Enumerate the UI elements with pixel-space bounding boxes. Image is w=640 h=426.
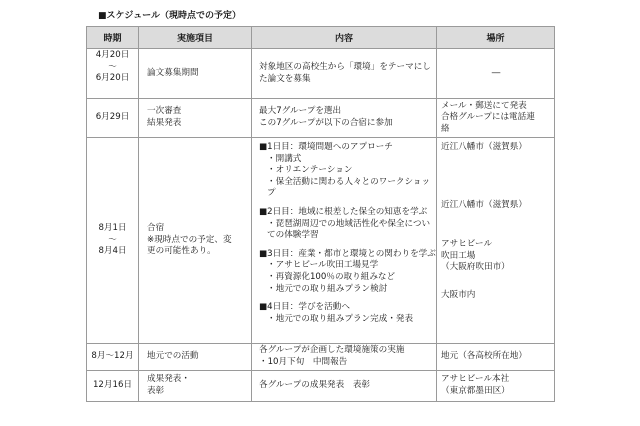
table-row: [87, 371, 555, 402]
item-line: 論文募集期間: [147, 67, 199, 78]
content-line: 対象地区の高校生から「環境」をテーマにし: [259, 61, 431, 72]
item-cell: [139, 344, 252, 371]
header-period: 時期: [87, 27, 139, 49]
period-cell: [87, 344, 139, 371]
period-line: 6月20日: [95, 73, 130, 84]
place-cell: [437, 99, 555, 138]
day-bullet: ・琵琶湖周辺での地域活性化や保全につい: [267, 218, 431, 229]
place-line: 地元（各高校所在地）: [441, 351, 527, 362]
item-line: 地元での活動: [147, 351, 199, 362]
place-line: 近江八幡市（滋賀県）: [441, 142, 527, 152]
place-line: アサヒビール: [441, 239, 493, 250]
content-line: 最大7グループを選出: [259, 106, 342, 117]
table-row: [87, 49, 555, 99]
item-line: 表彰: [147, 386, 165, 396]
place-line: 吹田工場: [441, 250, 476, 261]
header-content: 内容: [252, 27, 437, 49]
item-line: ※現時点での予定、変: [147, 234, 232, 245]
content-line: ・10月下旬 中間報告: [259, 357, 348, 367]
place-line: ―: [491, 67, 501, 78]
period-cell: [87, 371, 139, 402]
item-line: 一次審査: [147, 106, 182, 117]
place-line: 近江八幡市（滋賀県）: [441, 199, 527, 210]
item-cell: [139, 371, 252, 402]
content-cell: [252, 99, 437, 138]
content-line: た論文を募集: [259, 73, 311, 84]
schedule-table: [86, 26, 555, 402]
day-bullet: ・地元での取り組みプラン検討: [267, 283, 388, 294]
item-line: 成果発表・: [147, 374, 190, 385]
day-bullet: ・再資源化100％の取り組みなど: [267, 271, 396, 282]
place-line: （東京都墨田区）: [441, 386, 510, 396]
period-line: 8月4日: [98, 246, 127, 257]
day-title: ■1日目：環境問題へのアプローチ: [259, 142, 393, 152]
header-item: 実施項目: [139, 27, 252, 49]
day-bullet: ・保全活動に関わる人々とのワークショッ: [267, 176, 431, 187]
table-row: [87, 344, 555, 371]
item-line: 更の可能性あり。: [147, 246, 216, 257]
item-cell: [139, 138, 252, 344]
period-line: 8月1日: [98, 223, 127, 234]
item-cell: [139, 99, 252, 138]
day-bullet: プ: [267, 188, 276, 199]
content-line: 各グループの成果発表 表彰: [259, 380, 371, 391]
item-cell: [139, 49, 252, 99]
period-line: ～: [108, 61, 117, 72]
day-bullet: ・開講式: [267, 153, 302, 164]
content-cell: [252, 371, 437, 402]
table-row: [87, 99, 555, 138]
day-bullet: ・アサヒビール吹田工場見学: [267, 260, 379, 271]
place-line: 合格グループには電話連: [441, 112, 535, 123]
day-bullet: ての体験学習: [267, 230, 319, 241]
content-cell: [252, 344, 437, 371]
table-row: [87, 138, 555, 344]
period-cell: [87, 99, 139, 138]
period-line: 6月29日: [95, 112, 130, 123]
item-line: 合宿: [147, 223, 165, 234]
period-line: ～: [108, 234, 117, 245]
period-line: 4月20日: [95, 50, 130, 60]
day-title: ■4日目：学びを活動へ: [259, 302, 350, 313]
place-line: （大阪府吹田市）: [441, 262, 510, 273]
place-line: 大阪市内: [441, 289, 476, 300]
item-line: 結果発表: [147, 118, 182, 128]
period-cell: [87, 49, 139, 99]
place-line: 絡: [441, 123, 450, 134]
content-cell: [252, 49, 437, 99]
day-bullet: ・地元での取り組みプラン完成・発表: [267, 313, 414, 324]
schedule-heading: ■スケジュール（現時点での予定）: [98, 11, 241, 21]
day-title: ■3日目：産業・都市と環境との関わりを学ぶ: [259, 248, 436, 259]
header-place: 場所: [437, 27, 555, 49]
content-line: 各グループが企画した環境施策の実施: [259, 345, 405, 356]
period-cell: [87, 138, 139, 344]
period-line: 8月～12月: [91, 351, 134, 362]
header-row: [87, 27, 555, 49]
place-cell: [437, 49, 555, 99]
content-line: この7グループが以下の合宿に参加: [259, 118, 393, 128]
place-line: メール・郵送にて発表: [441, 100, 527, 111]
place-cell: [437, 371, 555, 402]
day-bullet: ・オリエンテーション: [267, 165, 353, 176]
place-line: アサヒビール本社: [441, 374, 510, 385]
content-cell: [252, 138, 437, 344]
place-cell: [437, 344, 555, 371]
day-title: ■2日目：地域に根差した保全の知恵を学ぶ: [259, 206, 428, 217]
place-cell: [437, 138, 555, 344]
period-line: 12月16日: [92, 380, 133, 391]
